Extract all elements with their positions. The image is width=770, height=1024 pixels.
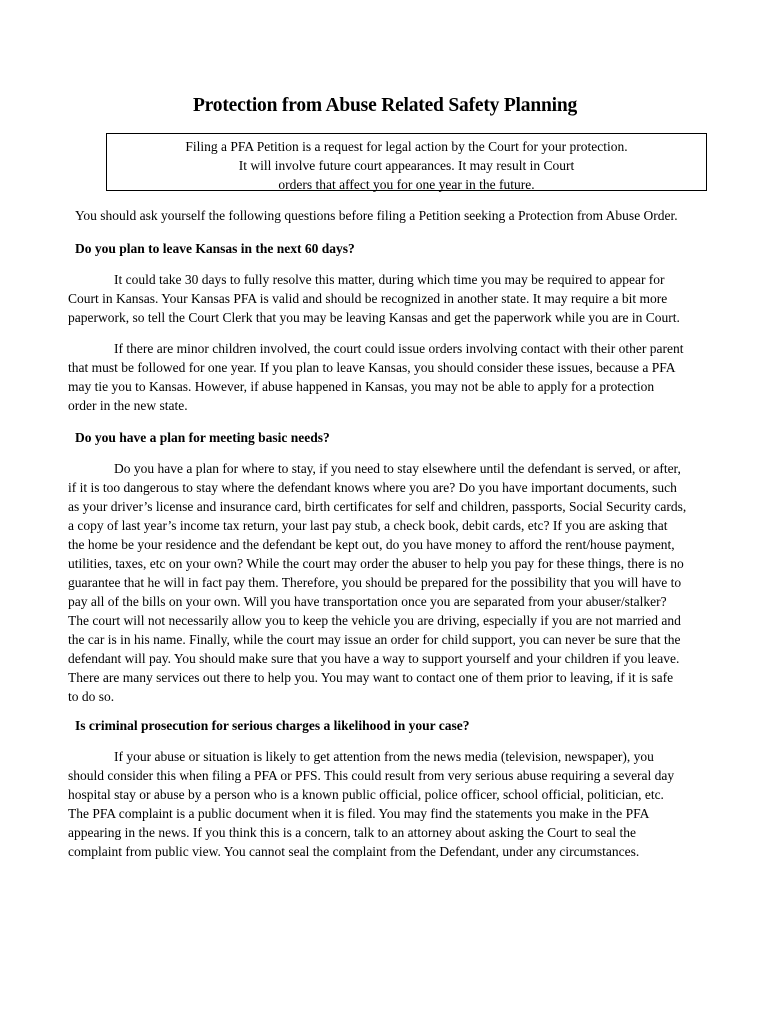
paragraph-line: If your abuse or situation is likely to get attention from the news media (television, newspaper), you [114, 749, 654, 764]
paragraph-line: There are many services out there to help you. You may want to contact one of them prior to leaving, if it is safe [68, 670, 674, 685]
paragraph-line: complaint from public view. You cannot seal the complaint from the Defendant, under any circumstances. [68, 844, 640, 859]
paragraph-basic-needs [68, 459, 708, 706]
paragraph-court-timing [68, 270, 708, 327]
paragraph-line: utilities, taxes, etc on your own? While the court may order the abuser to help you pay for these things, there is no [68, 556, 684, 571]
paragraph-line: appearing in the news. If you think this is a concern, talk to an attorney about asking the Court to seal the [68, 825, 636, 840]
paragraph-line: the car is in his name. Finally, while the court may issue an order for child support, you can never be sure that the [68, 632, 681, 647]
paragraph-line: defendant will pay. You should make sure that you have a way to support yourself and your children if you leave. [68, 651, 680, 666]
paragraph-line: as your driver’s license and insurance card, birth certificates for self and children, passports, Social Security cards, [68, 499, 687, 514]
paragraph-line: that must be followed for one year. If you plan to leave Kansas, you should consider these issues, because a PFA [68, 360, 676, 375]
paragraph-line: hospital stay or abuse by a person who is a known public official, police officer, school official, politician, etc. [68, 787, 664, 802]
document-title: Protection from Abuse Related Safety Planning [192, 95, 578, 116]
paragraph-line: The PFA complaint is a public document when it is filed. You may find the statements you make in the PFA [68, 806, 650, 821]
paragraph-line: pay all of the bills on your own. Will you have transportation once you are separated from your abuser/stalker? [68, 594, 667, 609]
paragraph-line: order in the new state. [68, 398, 188, 413]
notice-box [106, 133, 707, 191]
paragraph-line: if it is too dangerous to stay where the defendant knows where you are? Do you have important documents, such [68, 480, 677, 495]
paragraph-line: guarantee that he will in fact pay them. Therefore, you should be prepared for the possibility that you will have to [68, 575, 682, 590]
paragraph-line: may tie you to Kansas. However, if abuse happened in Kansas, you may not be able to apply for a protection [68, 379, 655, 394]
paragraph-news-media [68, 747, 708, 861]
paragraph-line: Court in Kansas. Your Kansas PFA is valid and should be recognized in another state. It may require a bit more [68, 291, 668, 306]
paragraph-line: paperwork, so tell the Court Clerk that you may be leaving Kansas and get the paperwork while you are in Court. [68, 310, 680, 325]
paragraph-line: to do so. [68, 689, 115, 704]
paragraph-minor-children [68, 339, 708, 415]
paragraph-line: should consider this when filing a PFA or PFS. This could result from very serious abuse requiring a several day [68, 768, 675, 783]
section-heading-basic-needs: Do you have a plan for meeting basic needs? [75, 430, 330, 445]
notice-line: Filing a PFA Petition is a request for legal action by the Court for your protection. [185, 139, 628, 154]
paragraph-line: a copy of last year’s income tax return, your last pay stub, a check book, debit cards, etc? If you are asking that [68, 518, 668, 533]
section-heading-criminal-prosecution: Is criminal prosecution for serious charges a likelihood in your case? [75, 718, 470, 733]
paragraph-line: the home be your residence and the defendant be kept out, do you have money to afford the rent/house payment, [68, 537, 675, 552]
notice-line: orders that affect you for one year in the future. [278, 177, 535, 192]
paragraph-line: Do you have a plan for where to stay, if you need to stay elsewhere until the defendant is served, or after, [114, 461, 681, 476]
section-heading-leave-kansas: Do you plan to leave Kansas in the next 60 days? [75, 241, 355, 256]
paragraph-line: If there are minor children involved, the court could issue orders involving contact with their other parent [114, 341, 684, 356]
paragraph-line: The court will not necessarily allow you to keep the vehicle you are driving, especially if you are not married and [68, 613, 681, 628]
intro-text: You should ask yourself the following questions before filing a Petition seeking a Protection from Abuse Order. [75, 208, 678, 223]
notice-line: It will involve future court appearances. It may result in Court [238, 158, 575, 173]
paragraph-line: It could take 30 days to fully resolve this matter, during which time you may be required to appear for [114, 272, 665, 287]
